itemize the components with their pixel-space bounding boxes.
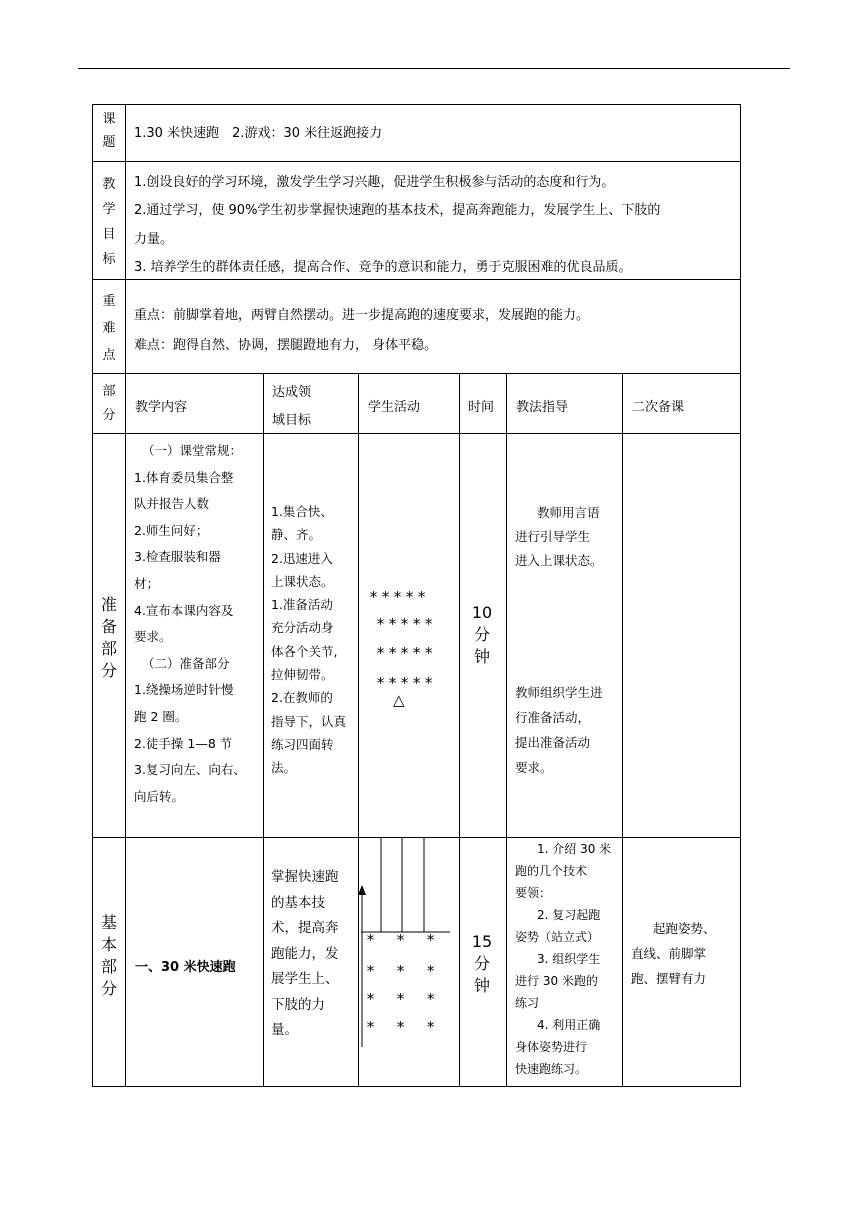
objectives-row-label: 教 学 目 标 (102, 177, 116, 267)
row-divider (92, 161, 741, 162)
row-divider (92, 279, 741, 280)
formation-row: ***** (376, 644, 437, 662)
keypoint-line: 重点：前脚掌着地，两臂自然摆动。进一步提高跑的速度要求，发展跑的能力。 (134, 308, 590, 323)
col-header-part: 部 分 (102, 384, 116, 423)
objective-line: 2.通过学习，使 90%学生初步掌握快速跑的基本技术，提高奔跑能力，发展学生上、下肢的 (134, 203, 661, 218)
section2-content: 一、30 米快速跑 (135, 960, 236, 975)
section2-part-label: 基 本 部 分 (100, 913, 117, 998)
row-divider (92, 373, 741, 374)
objective-line: 1.创设良好的学习环境，激发学生学习兴趣，促进学生积极参与活动的态度和行为。 (134, 175, 615, 190)
section2-method: 1. 介绍 30 米 跑的几个技术 要领： 2. 复习起跑 姿势（站立式） 3. 组织学生 进行 30 米跑的 练习 4. 利用正确 身体姿势进行 快速跑练习。 (515, 842, 612, 1076)
section2-goal: 掌握快速跑 的基本技 术，提高奔 跑能力，发 展学生上、 下肢的力 量。 (271, 869, 339, 1038)
formation-row: * * * (366, 1018, 442, 1036)
section1-part-label: 准 备 部 分 (100, 595, 117, 680)
col-header-prep: 二次备课 (632, 400, 685, 415)
col-divider (622, 373, 623, 1087)
formation-row: * * * (366, 962, 442, 980)
col-header-content: 教学内容 (135, 400, 188, 415)
col-divider (459, 373, 460, 1087)
col-header-activity: 学生活动 (368, 400, 421, 415)
col-divider (506, 373, 507, 1087)
keypoints-row-label: 重 难 点 (102, 294, 116, 363)
col-header-method: 教法指导 (516, 400, 569, 415)
section1-method-a: 教师用言语 进行引导学生 进入上课状态。 (515, 505, 603, 568)
formation-row: ***** (376, 615, 437, 633)
col-header-goal: 域目标 (272, 413, 312, 428)
keypoint-line: 难点：跑得自然、协调，摆腿蹬地有力， 身体平稳。 (134, 338, 438, 353)
section2-prep: 起跑姿势、 直线、前脚掌 跑、摆臂有力 (631, 921, 716, 986)
objective-line: 力量。 (134, 232, 174, 247)
formation-row: ***** (369, 588, 430, 606)
header-rule (78, 68, 790, 69)
section2-time: 15 分 钟 (471, 932, 493, 995)
formation-row: * * * (366, 931, 442, 949)
section1-method-b: 教师组织学生进 行准备活动， 提出准备活动 要求。 (515, 685, 603, 775)
teacher-position-icon: △ (393, 691, 405, 709)
section1-goal: 1.集合快、 静、齐。 2.迅速进入 上课状态。 1.准备活动 充分活动身 体各个关节, 拉伸韧带。 2.在教师的 指导下，认真 练习四面转 法。 (271, 504, 347, 776)
section1-time: 10 分 钟 (471, 603, 493, 666)
row-divider (92, 433, 741, 434)
col-divider (263, 373, 264, 1087)
col-header-goal: 达成领 (272, 385, 312, 400)
formation-row: * * * (366, 990, 442, 1008)
formation-row: ***** (376, 674, 437, 692)
topic-row-label: 课 题 (102, 112, 116, 150)
col-header-time: 时间 (468, 400, 495, 415)
objective-line: 3. 培养学生的群体责任感，提高合作、竞争的意识和能力，勇于克服困难的优良品质。 (134, 260, 632, 275)
col-divider (125, 104, 126, 1087)
section1-content: （一）课堂常规： 1.体育委员集合整 队并报告人数 2.师生问好； 3.检查服装和器 材； 4.宣布本课内容及 要求。 （二）准备部分 1.绕操场逆时针慢 跑 2 圈。 2.徒手操 1—8 节 3.复习向左、向右、 向后转。 (134, 443, 246, 804)
topic-text: 1.30 米快速跑 2.游戏：30 米往返跑接力 (134, 126, 383, 141)
